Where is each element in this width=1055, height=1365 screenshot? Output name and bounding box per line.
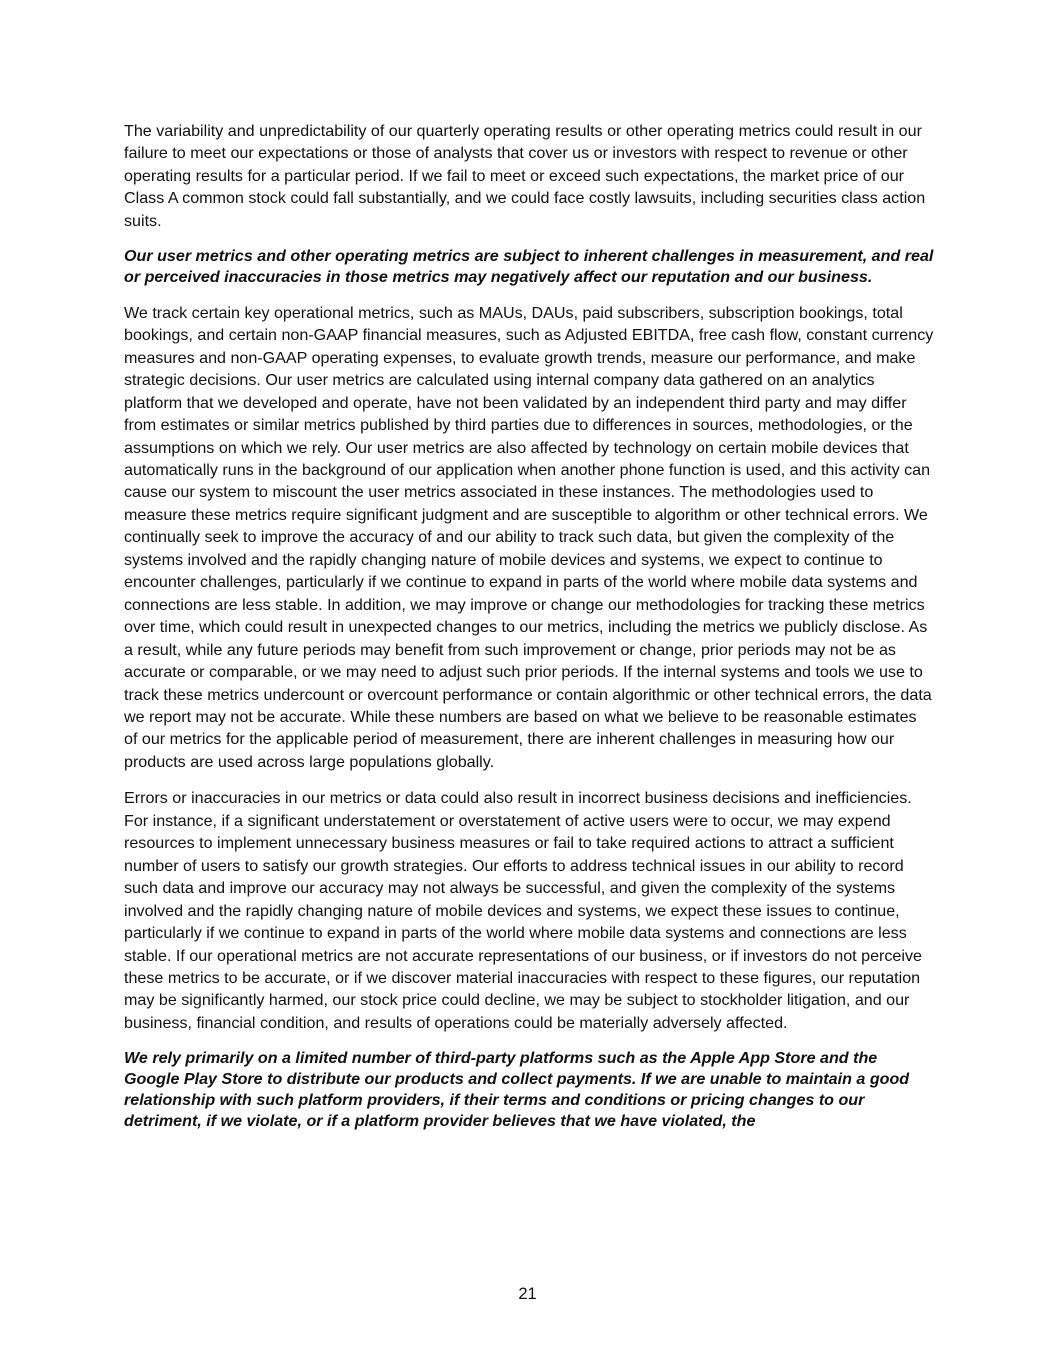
document-page-content — [124, 120, 934, 1146]
paragraph-metric-errors: Errors or inaccuracies in our metrics or data could also result in incorrect business decisions and inefficiencies. For instance, if a significant understatement or overstatement of active users were to occur, we may expend resources to implement unnecessary business measures or fail to take required actions to attract a sufficient number of users to satisfy our growth strategies. Our efforts to address technical issues in our ability to record such data and improve our accuracy may not always be successful, and given the complexity of the systems involved and the rapidly changing nature of mobile devices and systems, we expect these issues to continue, particularly if we continue to expand in parts of the world where mobile data systems and connections are less stable. If our operational metrics are not accurate representations of our business, or if investors do not perceive these metrics to be accurate, or if we discover material inaccuracies with respect to these figures, our reputation may be significantly harmed, our stock price could decline, we may be subject to stockholder litigation, and our business, financial condition, and results of operations could be materially adversely affected. — [124, 789, 922, 1032]
section-heading-third-party-platforms: We rely primarily on a limited number of third-party platforms such as the Apple App Store and the Google Play Store to distribute our products and collect payments. If we are unable to maintain a good relationship with such platform providers, if their terms and conditions or pricing changes to our detriment, if we violate, or if a platform provider believes that we have violated, the — [124, 1049, 910, 1130]
paragraph-quarterly-variability: The variability and unpredictability of our quarterly operating results or other operating metrics could result in our failure to meet our expectations or those of analysts that cover us or investors with respect to revenue or other operating results for a particular period. If we fail to meet or exceed such expectations, the market price of our Class A common stock could fall substantially, and we could face costly lawsuits, including securities class action suits. — [124, 122, 926, 230]
paragraph-operational-metrics: We track certain key operational metrics, such as MAUs, DAUs, paid subscribers, subscription bookings, total bookings, and certain non-GAAP financial measures, such as Adjusted EBITDA, free cash flow, constant currency measures and non-GAAP operating expenses, to evaluate growth trends, measure our performance, and make strategic decisions. Our user metrics are calculated using internal company data gathered on an analytics platform that we developed and operate, have not been validated by an independent third party and may differ from estimates or similar metrics published by third parties due to differences in sources, methodologies, or the assumptions on which we rely. Our user metrics are also affected by technology on certain mobile devices that automatically runs in the background of our application when another phone function is used, and this activity can cause our system to miscount the user metrics associated in these instances. The methodologies used to measure these metrics require significant judgment and are susceptible to algorithm or other technical errors. We continually seek to improve the accuracy of and our ability to track such data, but given the complexity of the systems involved and the rapidly changing nature of mobile devices and systems, we expect to continue to encounter challenges, particularly if we continue to expand in parts of the world where mobile data systems and connections are less stable. In addition, we may improve or change our methodologies for tracking these metrics over time, which could result in unexpected changes to our metrics, including the metrics we publicly disclose. As a result, while any future periods may benefit from such improvement or change, prior periods may not be as accurate or comparable, or we may need to adjust such prior periods. If the internal systems and tools we use to track these metrics undercount or overcount performance or contain algorithmic or other technical errors, the data we report may not be accurate. While these numbers are based on what we believe to be reasonable estimates of our metrics for the applicable period of measurement, there are inherent challenges in measuring how our products are used across large populations globally. — [124, 303, 934, 771]
page-number: 21 — [518, 1285, 537, 1303]
section-heading-user-metrics: Our user metrics and other operating metrics are subject to inherent challenges in measurement, and real or perceived inaccuracies in those metrics may negatively affect our reputation and our business. — [124, 247, 934, 287]
